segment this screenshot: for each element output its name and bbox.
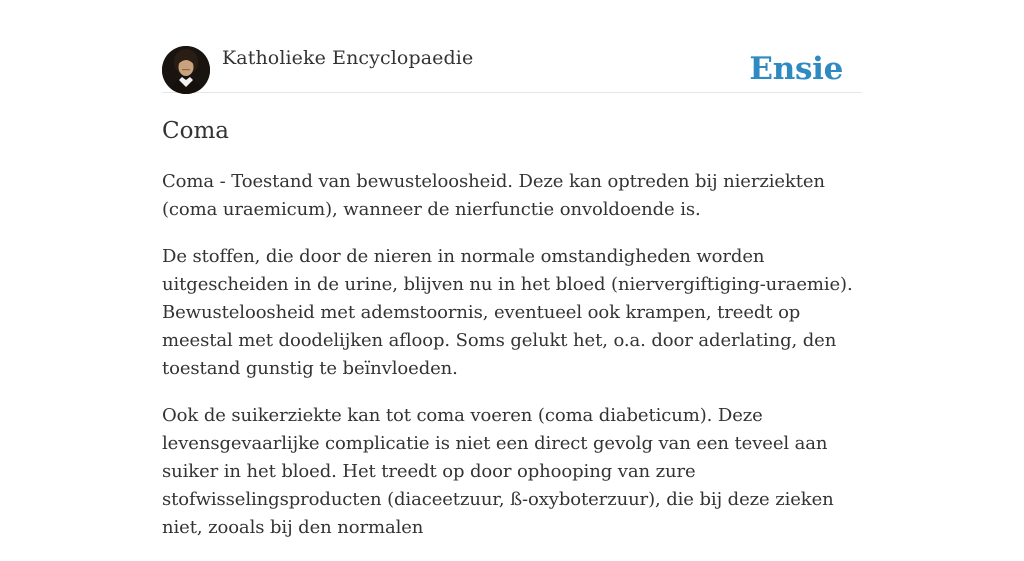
paragraph: De stoffen, die door de nieren in normale omstandigheden worden uitgescheiden in de urine, blijven nu in het bloed (niervergiftiging-uraemie). Bewusteloosheid met ademstoornis, eventueel ook krampen, treedt op meestal met doodelijken afloop. Soms gelukt het, o.a. door aderlating, den toestand gunstig te beïnvloeden. [162,246,853,379]
paragraph: Ook de suikerziekte kan tot coma voeren (coma diabeticum). Deze levensgevaarlijke complicatie is niet een direct gevolg van een teveel aan suiker in het bloed. Het treedt op door ophooping van zure stofwisselingsproducten (diaceetzuur, ß-oxyboterzuur), die bij deze zieken niet, zooals bij den normalen [162,405,834,538]
entry-title: Coma [162,118,229,144]
page [162,0,862,538]
entry-body [162,168,862,561]
portrait-avatar-icon[interactable] [162,46,210,94]
ensie-logo[interactable]: Ensie [749,51,843,87]
paragraph: Coma - Toestand van bewusteloosheid. Deze kan optreden bij nierziekten (coma uraemicum), wanneer de nierfunctie onvoldoende is. [162,171,825,220]
encyclopedia-title[interactable]: Katholieke Encyclopaedie [222,47,474,69]
header [162,0,862,93]
